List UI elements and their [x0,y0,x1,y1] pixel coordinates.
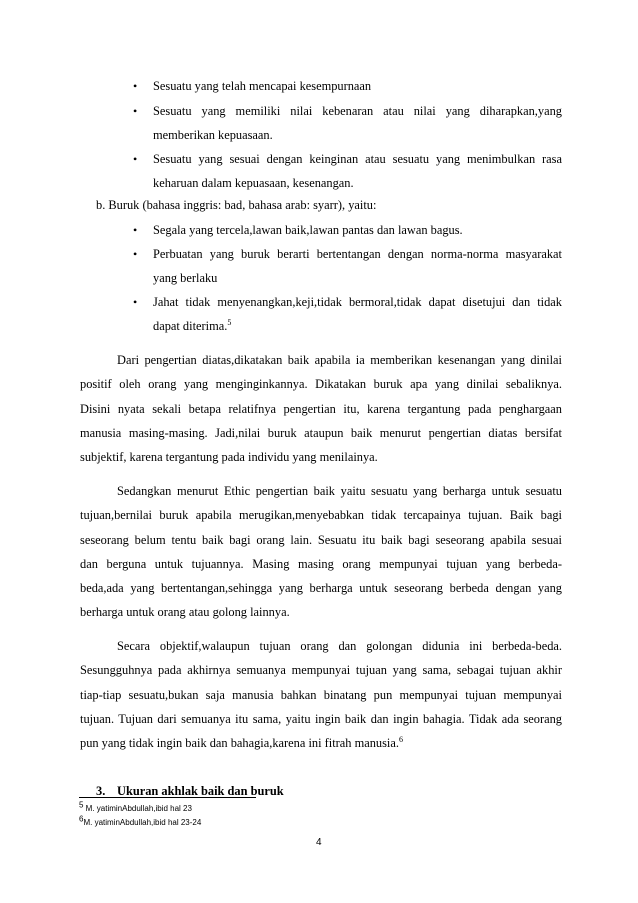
section-number: 3. [96,784,106,798]
page-number: 4 [316,837,322,848]
footnote-text: M. yatiminAbdullah,ibid hal 23-24 [83,818,202,827]
footnote [79,800,192,814]
bullet-text-cont [153,318,231,334]
list-item-buruk: b. Buruk (bahasa inggris: bad, bahasa arab: syarr), yaitu: [96,198,377,212]
bullet-text: Sesuatu yang memiliki nilai kebenaran atau nilai yang diharapkan,yang [153,104,562,118]
paragraph-line: tujuan,bernilai buruk apabila merugikan,menyebabkan tidak tercapainya tujuan. Baik bagi [80,508,562,522]
paragraph-line: manusia masing-masing. Jadi,nilai buruk ataupun baik menurut pengertian diatas bersifat [80,426,562,440]
bullet-marker: • [133,223,138,237]
paragraph-line: positif oleh orang yang menginginkannya. Dikatakan buruk apa yang dinilai sebaliknya. [80,377,562,391]
bullet-marker: • [133,295,138,309]
bullet-text-cont: memberikan kepuasaan. [153,128,273,142]
footnote-mark: 5 [79,800,84,810]
bullet-text: Sesuatu yang sesuai dengan keinginan atau sesuatu yang menimbulkan rasa [153,152,562,166]
paragraph-line: Sesungguhnya pada akhirnya semuanya mempunyai tujuan yang sama, sebagai tujuan akhir [80,663,562,677]
paragraph-line: Secara objektif,walaupun tujuan orang dan golongan didunia ini berbeda-beda. [117,639,562,653]
bullet-text-end: dapat diterima. [153,319,228,333]
bullet-text: Sesuatu yang telah mencapai kesempurnaan [153,79,372,93]
bullet-text: Jahat tidak menyenangkan,keji,tidak bermoral,tidak dapat disetujui dan tidak [153,295,562,309]
bullet-text: Perbuatan yang buruk berarti bertentangan dengan norma-norma masyarakat [153,247,562,261]
bullet-marker: • [133,104,138,118]
paragraph-line: berharga untuk orang atau golong lainnya. [80,605,290,619]
bullet-text-cont: yang berlaku [153,271,218,285]
paragraph-line: Disini nyata sekali betapa relatifnya pengertian itu, karena tergantung pada penghargaan [80,402,562,416]
paragraph-line: seseorang belum tentu baik bagi orang lain. Sesuatu itu baik bagi seseorang apabila sesuai [80,533,562,547]
paragraph-line: tiap-tiap sesuatu,bukan saja manusia bahkan binatang pun mempunyai tujuan mempunyai [80,688,562,702]
paragraph-line: Dari pengertian diatas,dikatakan baik apabila ia memberikan kesenangan yang dinilai [117,353,562,367]
footnote-ref: 6 [398,734,403,744]
paragraph-line: dan berguna untuk tujuannya. Masing masing orang mempunyai tujuan yang berbeda- [80,557,562,571]
bullet-marker: • [133,152,138,166]
footnote-text: M. yatiminAbdullah,ibid hal 23 [83,804,192,813]
footnote-ref: 5 [227,317,232,327]
paragraph-line: beda,ada yang bertentangan,sehingga yang berharga untuk seseorang berbeda dengan yang [80,581,562,595]
paragraph-line: subjektif, karena tergantung pada individu yang menilainya. [80,450,378,464]
bullet-text: Segala yang tercela,lawan baik,lawan pantas dan lawan bagus. [153,223,463,237]
paragraph-line [80,735,403,751]
paragraph-line-text: pun yang tidak ingin baik dan bahagia,karena ini fitrah manusia. [80,736,399,750]
section-title: Ukuran akhlak baik dan buruk [117,784,284,798]
bullet-marker: • [133,79,138,93]
footnote-separator [79,797,256,798]
paragraph-line: tujuan. Tujuan dari semuanya itu sama, yaitu ingin baik dan ingin bahagia. Tidak ada seorang [80,712,562,726]
footnote-mark: 6 [79,814,84,824]
bullet-text-cont: keharuan dalam kepuasaan, kesenangan. [153,176,354,190]
paragraph-line: Sedangkan menurut Ethic pengertian baik yaitu sesuatu yang berharga untuk sesuatu [117,484,562,498]
bullet-marker: • [133,247,138,261]
footnote [79,814,202,828]
